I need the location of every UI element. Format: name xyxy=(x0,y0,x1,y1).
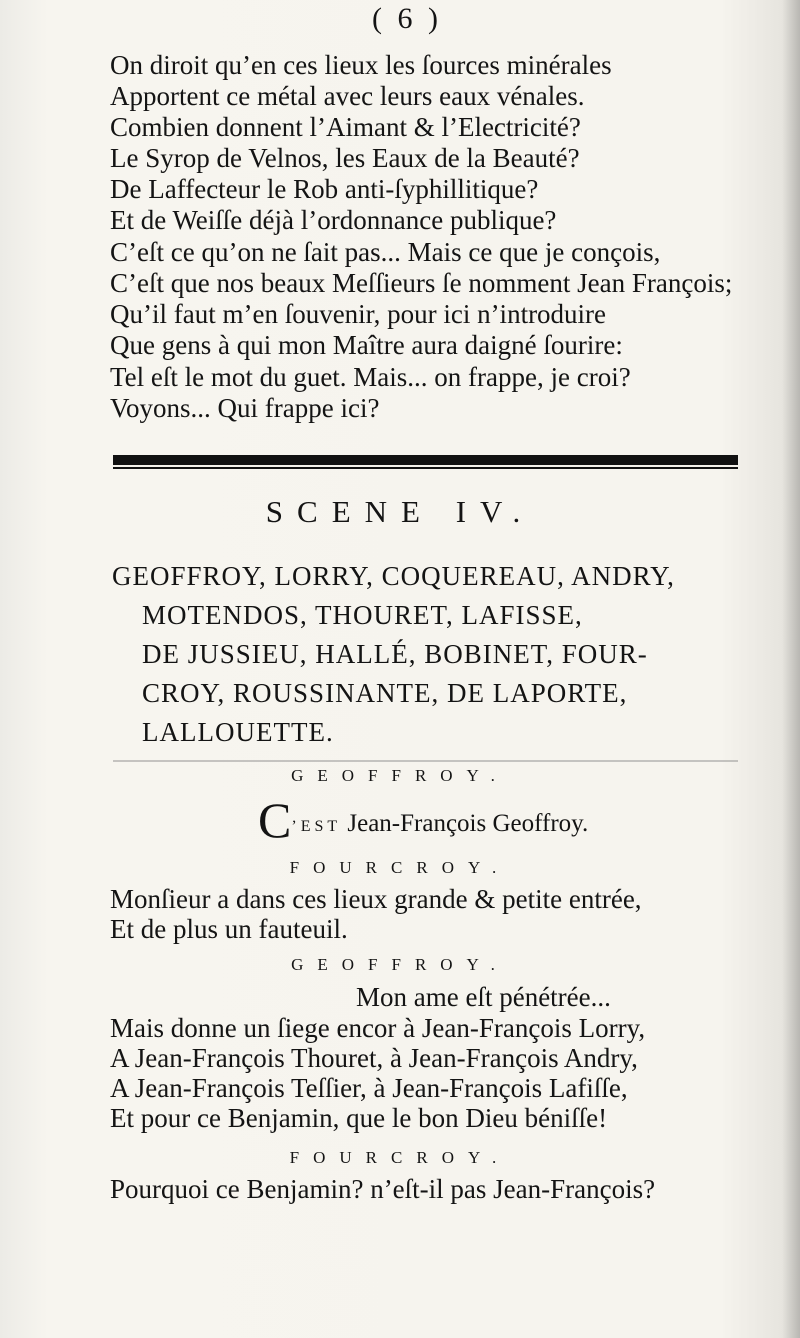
cast-line: CROY, ROUSSINANTE, DE LAPORTE, xyxy=(142,678,628,708)
verse-line: C’eſt que nos beaux Meſſieurs ſe nomment Jean François; xyxy=(110,268,733,298)
verse-line: Voyons... Qui frappe ici? xyxy=(110,393,380,423)
dropcap-rest: Jean-François Geoffroy. xyxy=(341,810,589,837)
verse-line: Mon ame eſt pénétrée... xyxy=(356,982,611,1012)
cast-line: GEOFFROY, LORRY, COQUEREAU, ANDRY, xyxy=(112,561,675,591)
verse-line: Et de Weiſſe déjà l’ordonnance publique? xyxy=(110,205,557,235)
verse-line: A Jean-François Teſſier, à Jean-François Lafiſſe, xyxy=(110,1073,628,1103)
verse-line: Que gens à qui mon Maître aura daigné ſourire: xyxy=(110,330,623,360)
verse-line: Et pour ce Benjamin, que le bon Dieu béniſſe! xyxy=(110,1103,608,1133)
verse-line: Mais donne un ſiege encor à Jean-François Lorry, xyxy=(110,1013,646,1043)
verse-line: Qu’il faut m’en ſouvenir, pour ici n’introduire xyxy=(110,299,607,329)
page-number: ( 6 ) xyxy=(372,2,442,35)
verse-line: De Laffecteur le Rob anti-ſyphillitique? xyxy=(110,174,539,204)
cast-list xyxy=(112,557,772,752)
verse-line: Combien donnent l’Aimant & l’Electricité? xyxy=(110,112,581,142)
verse-line: On diroit qu’en ces lieux les ſources minérales xyxy=(110,50,612,80)
speaker-label: GEOFFROY. xyxy=(291,766,509,785)
speaker-label: FOURCROY. xyxy=(289,858,511,877)
verse-line: Tel eſt le mot du guet. Mais... on frappe, je croi? xyxy=(110,362,631,392)
section-divider xyxy=(113,455,738,465)
verse-line: C’eſt ce qu’on ne ſait pas... Mais ce que je conçois, xyxy=(110,237,661,267)
verse-line: Monſieur a dans ces lieux grande & petite entrée, xyxy=(110,884,642,914)
page-gutter-shadow xyxy=(782,0,800,1338)
dropcap-letter: C xyxy=(258,792,292,848)
verse-line: A Jean-François Thouret, à Jean-François Andry, xyxy=(110,1043,638,1073)
verse-line: Et de plus un fauteuil. xyxy=(110,914,348,944)
dropcap-line xyxy=(258,792,589,848)
speaker-label: FOURCROY. xyxy=(289,1148,511,1167)
cast-line: LALLOUETTE. xyxy=(142,717,334,747)
verse-line: Le Syrop de Velnos, les Eaux de la Beauté? xyxy=(110,143,580,173)
speaker-label: GEOFFROY. xyxy=(291,955,509,974)
cast-line: DE JUSSIEU, HALLÉ, BOBINET, FOUR- xyxy=(142,639,648,669)
verse-line: Pourquoi ce Benjamin? n’eſt-il pas Jean-François? xyxy=(110,1174,656,1204)
thin-divider xyxy=(113,760,738,762)
verse-line: Apportent ce métal avec leurs eaux vénales. xyxy=(110,81,585,111)
cast-line: MOTENDOS, THOURET, LAFISSE, xyxy=(142,600,583,630)
scene-title: SCENE IV. xyxy=(265,494,535,529)
dropcap-smallcaps: ’EST xyxy=(291,818,342,835)
